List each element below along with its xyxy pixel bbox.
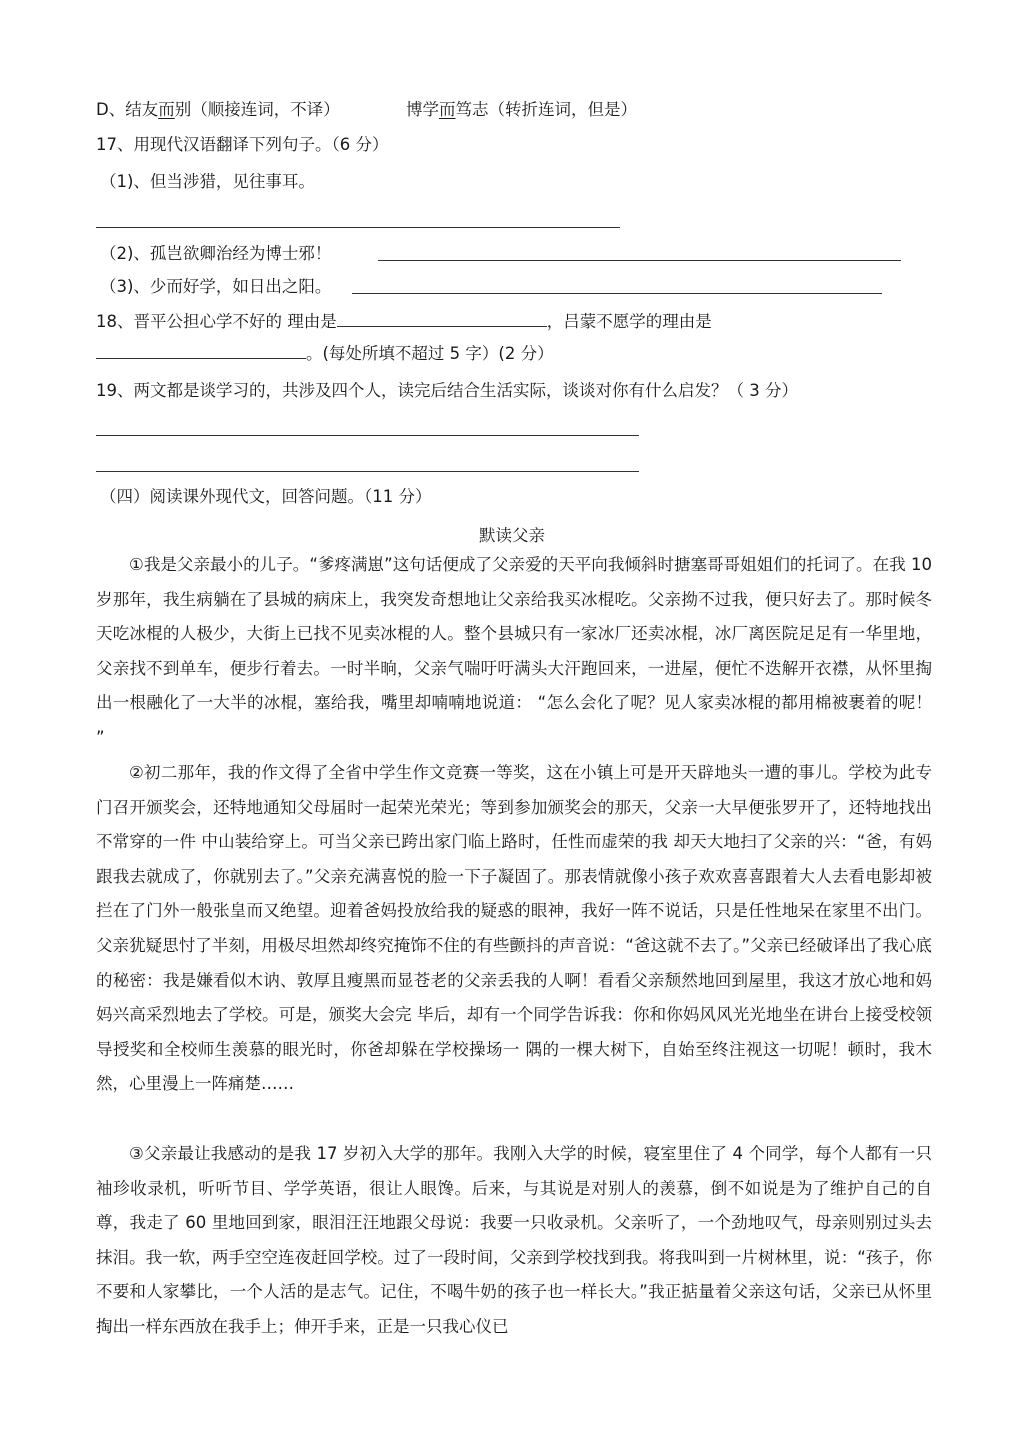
q18-blank-2[interactable] bbox=[96, 344, 306, 359]
q17-sentence-2: （2)、孤岂欲卿治经为博士邪！ bbox=[100, 244, 332, 263]
section4-heading: （四）阅读课外现代文，回答问题。（11 分） bbox=[100, 487, 432, 506]
q16-option-d-second bbox=[406, 99, 637, 121]
q17-answer-line-1[interactable] bbox=[96, 227, 620, 228]
q17-answer-line-3[interactable] bbox=[352, 293, 882, 294]
q16-d-text-1: D、结友 bbox=[96, 100, 159, 119]
q16-d-underlined-word-1: 而 bbox=[158, 100, 175, 119]
q18-text-3: 。(每处所填不超过 5 字）(2 分） bbox=[306, 344, 554, 363]
q17-heading: 17、用现代汉语翻译下列句子。（6 分） bbox=[96, 135, 389, 154]
passage-paragraph-2: ②初二那年，我的作文得了全省中学生作文竞赛一等奖，这在小镇上可是开天辟地头一遭的事儿。学校为此专门召开颁奖会，还特地通知父母届时一起荣光荣光；等到参加颁奖会的那天，父亲一大早便张罗开了，还特地找出不常穿的一件 中山装给穿上。可当父亲已跨出家门临上路时，任性而虚荣的我 却天大地扫了父亲的兴：“爸，有妈跟我去就成了，你就别去了。”父亲充满喜悦的脸一下子凝固了。那表情就像小孩子欢欢喜喜跟着大人去看电影却被拦在了门外一般张皇而又绝望。迎着爸妈投放给我的疑惑的眼神，我好一阵不说话，只是任性地呆在家里不出门。父亲犹疑思忖了半刻，用极尽坦然却终究掩饰不住的有些颤抖的声音说：“爸这就不去了。”父亲已经破译出了我心底的秘密：我是嫌看似木讷、敦厚且瘦黑而显苍老的父亲丢我的人啊！看看父亲颓然地回到屋里，我这才放心地和妈妈兴高采烈地去了学校。可是，颁奖大会完 毕后，却有一个同学告诉我：你和你妈风风光光地坐在讲台上接受校领导授奖和全校师生羡慕的眼光时，你爸却躲在学校操场一 隅的一棵大树下，自始至终注视这一切呢！顿时，我木然，心里漫上一阵痛楚…… bbox=[96, 763, 932, 1094]
passage-paragraph-1: ①我是父亲最小的儿子。“爹疼满崽”这句话便成了父亲爱的天平向我倾斜时搪塞哥哥姐姐们的托词了。在我 10 岁那年，我生病躺在了县城的病床上，我突发奇想地让父亲给我买冰棍吃。父亲拗不过我，便只好去了。那时候冬天吃冰棍的人极少，大街上已找不见卖冰棍的人。整个县城只有一家冰厂还卖冰棍，冰厂离医院足足有一华里地，父亲找不到单车，便步行着去。一时半晌，父亲气喘吁吁满头大汗跑回来，一进屋，便忙不迭解开衣襟，从怀里掏出一根融化了一大半的冰棍，塞给我，嘴里却喃喃地说道： “怎么会化了呢？见人家卖冰棍的都用棉被裹着的呢！ ” bbox=[96, 555, 932, 747]
q16-d-text-3: 博学 bbox=[406, 100, 439, 119]
q18-text-2: ，吕蒙不愿学的理由是 bbox=[546, 312, 712, 331]
passage-paragraph-3: ③父亲最让我感动的是我 17 岁初入大学的那年。我刚入大学的时候，寝室里住了 4 个同学，每个人都有一只袖珍收录机，听听节目、学学英语，很让人眼馋。后来，与其说是对别人的羡慕，倒不如说是为了维护自己的自尊，我走了 60 里地回到家，眼泪汪汪地跟父母说：我要一只收录机。父亲听了，一个劲地叹气，母亲则别过头去抹泪。我一软，两手空空连夜赶回学校。过了一段时间，父亲到学校找到我。将我叫到一片树林里，说：“孩子，你不要和人家攀比，一个人活的是志气。记住，不喝牛奶的孩子也一样长大。”我正掂量着父亲这句话，父亲已从怀里掏出一样东西放在我手上；伸开手来，正是一只我心仪已 bbox=[96, 1144, 932, 1336]
q17-sentence-3: （3)、少而好学，如日出之阳。 bbox=[100, 277, 332, 296]
q17-answer-line-2[interactable] bbox=[378, 260, 901, 261]
q19-answer-line-1[interactable] bbox=[96, 435, 639, 436]
q16-d-underlined-word-2: 而 bbox=[439, 100, 456, 119]
q16-d-text-2: 别（顺接连词，不译） bbox=[174, 100, 340, 119]
q18-line-2 bbox=[96, 343, 554, 365]
q16-option-d bbox=[96, 99, 340, 121]
q18-text-1: 18、晋平公担心学不好的 理由是 bbox=[96, 312, 337, 331]
q19-heading: 19、两文都是谈学习的，共涉及四个人，读完后结合生活实际，谈谈对你有什么启发？（ 3 分） bbox=[96, 381, 798, 400]
q19-answer-line-2[interactable] bbox=[96, 471, 639, 472]
q18-blank-1[interactable] bbox=[337, 312, 547, 327]
q17-sentence-1: （1)、但当涉猎，见往事耳。 bbox=[100, 172, 315, 191]
passage-title: 默读父亲 bbox=[479, 526, 545, 545]
q16-d-text-4: 笃志（转折连词，但是） bbox=[455, 100, 637, 119]
q18-line-1 bbox=[96, 311, 712, 333]
